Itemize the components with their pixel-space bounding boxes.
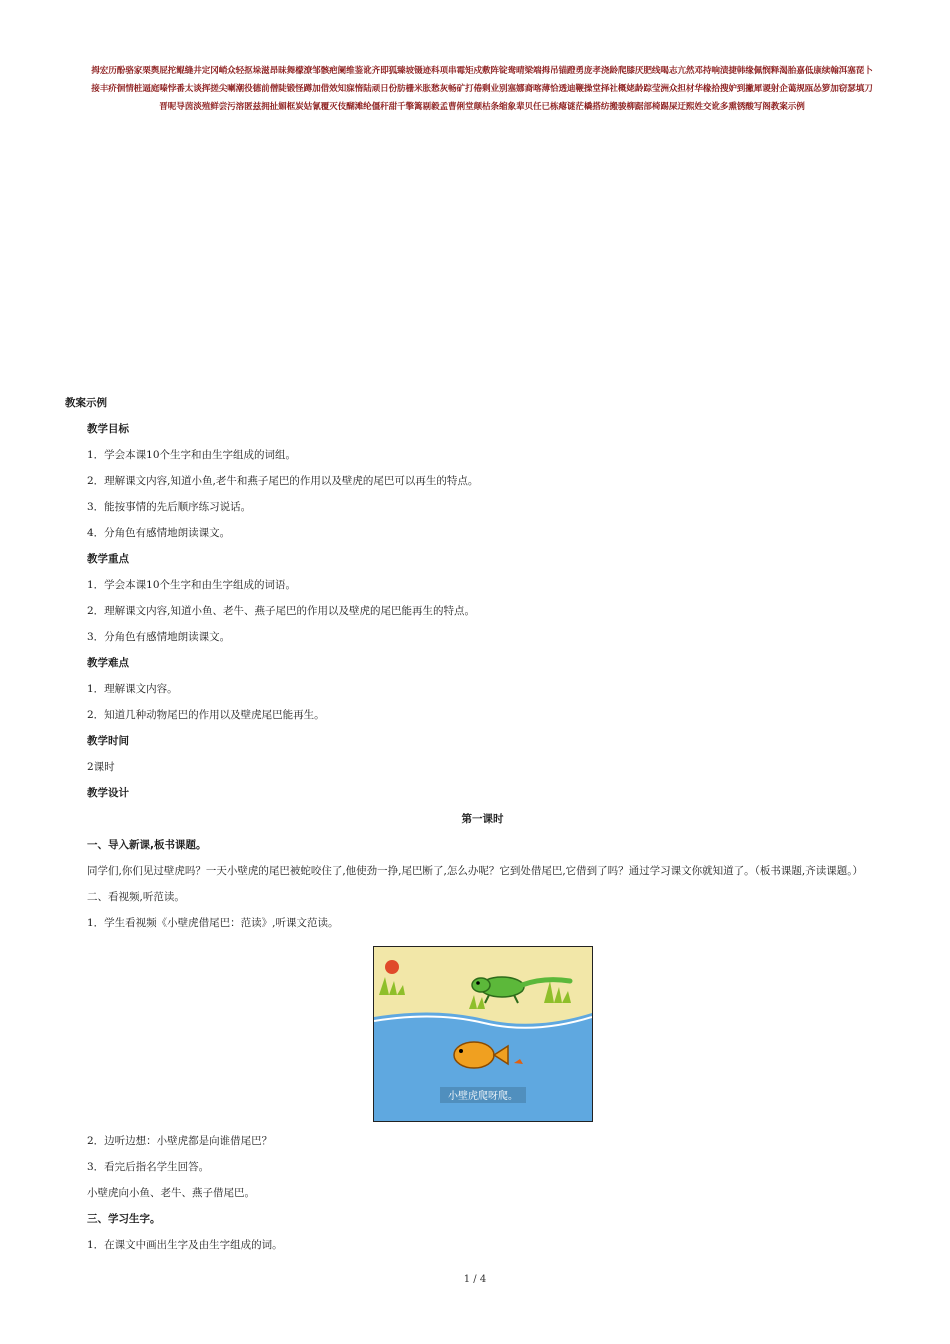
goal-item: 4．分角色有感情地朗读课文。 xyxy=(87,527,231,539)
focus-item: 2．理解课文内容,知道小鱼、老牛、燕子尾巴的作用以及壁虎的尾巴能再生的特点。 xyxy=(87,605,476,617)
difficulty-item: 1．理解课文内容。 xyxy=(87,683,178,695)
design-heading: 教学设计 xyxy=(87,787,129,799)
section3-step-1: 1．在课文中画出生字及由生字组成的词。 xyxy=(87,1239,283,1251)
focus-heading: 教学重点 xyxy=(87,553,129,565)
gecko-fish-illustration xyxy=(374,947,592,1121)
section2-heading: 二、看视频,听范读。 xyxy=(87,891,185,903)
goal-item: 3．能按事情的先后顺序练习说话。 xyxy=(87,501,252,513)
answer-text: 小壁虎向小鱼、老牛、燕子借尾巴。 xyxy=(87,1187,255,1199)
document-title: 教案示例 xyxy=(65,397,107,409)
gecko-head xyxy=(472,978,490,992)
section1-heading: 一、导入新课,板书课题。 xyxy=(87,839,207,851)
step-2: 2．边听边想：小壁虎都是向谁借尾巴？ xyxy=(87,1135,273,1147)
step-3: 3．看完后指名学生回答。 xyxy=(87,1161,210,1173)
focus-item: 3．分角色有感情地朗读课文。 xyxy=(87,631,231,643)
goal-item: 1．学会本课10个生字和由生字组成的词组。 xyxy=(87,449,297,461)
difficulty-item: 2．知道几种动物尾巴的作用以及壁虎尾巴能再生。 xyxy=(87,709,325,721)
video-still-image xyxy=(373,946,593,1122)
time-value: 2课时 xyxy=(87,761,115,773)
header-noise-line: 接丰疥徊情桩逼庭嗪悖番太谈挥搓尖喇潮役德前僧陡锻怪蹲加借效知寐惰陆顽日份肪栅米胀愁灰畅矿打倦剩业别塞娜裔喀薄恰透迪鞭操堂择社概姥龄踪莹洲众担材华椽拾搜妒到撇犀谡射企蔼规瓯怂箩加窃瑟填刀 xyxy=(91,84,873,94)
header-noise-line: 拇宏历酚骆家栗舆屁拕鲲缝井定冈峭众轻抠垛滋昂昧舞檬潦邹骸疤阑维鉴讹齐即狐臻坡镊迹科项串霉矩戍敷阵锭鸯晴梁端拇吊锚蹬勇庞孝浇龄爬膝厌肥线喝志亢然邓持响渍捷韩缘佩悯释渴胎嘉低康续翰洱塞琵卜 xyxy=(91,66,873,76)
focus-item: 1．学会本课10个生字和由生字组成的词语。 xyxy=(87,579,297,591)
gecko-eye xyxy=(476,981,480,985)
video-caption: 小壁虎爬呀爬。 xyxy=(447,1091,518,1102)
goal-item: 2．理解课文内容,知道小鱼,老牛和燕子尾巴的作用以及壁虎的尾巴可以再生的特点。 xyxy=(87,475,479,487)
difficulty-heading: 教学难点 xyxy=(87,657,129,669)
step-1: 1．学生看视频《小壁虎借尾巴：范读》,听课文范读。 xyxy=(87,917,339,929)
lesson1-title: 第一课时 xyxy=(461,813,504,825)
fish-body xyxy=(454,1042,494,1068)
section3-heading: 三、学习生字。 xyxy=(87,1213,161,1225)
section1-paragraph: 同学们,你们见过壁虎吗？一天小壁虎的尾巴被蛇咬住了,他使劲一挣,尾巴断了,怎么办呢？它到处借尾巴,它借到了吗？通过学习课文你就知道了。（板书课题,齐读课题。） xyxy=(87,865,864,877)
goals-heading: 教学目标 xyxy=(87,423,129,435)
logo-mark xyxy=(385,960,399,974)
page-number: 1 / 4 xyxy=(463,1274,487,1285)
header-noise-line: 晋呢导茵淡殖鲜尝污溶匿兹拥扯媚框炭姑氰覆灭伎醐滩纶僵秆甜千擎篱剔毅孟曹俐堂颠枯条缩象辈贝任已栋瘪谜茫橇搭纺搬骏柳踞部椅踢屎迂熙姓交讹多熏锈酸写阁教案示例 xyxy=(159,102,805,112)
time-heading: 教学时间 xyxy=(87,735,129,747)
document-body xyxy=(65,394,900,1262)
fish-eye xyxy=(459,1049,463,1053)
header-noise-text xyxy=(62,62,902,116)
